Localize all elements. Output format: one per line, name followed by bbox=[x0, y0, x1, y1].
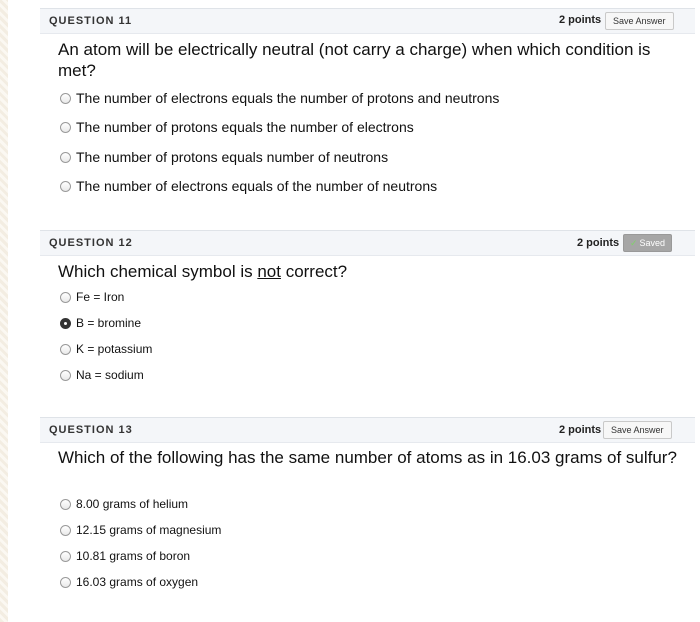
option-label: The number of electrons equals the number of protons and neutrons bbox=[76, 90, 500, 106]
radio-button[interactable] bbox=[60, 499, 71, 510]
saved-label: Saved bbox=[639, 238, 666, 248]
answer-option-selected[interactable] bbox=[60, 316, 141, 330]
answer-option[interactable] bbox=[60, 149, 388, 165]
saved-button[interactable] bbox=[623, 234, 672, 252]
question-12-text bbox=[58, 261, 678, 282]
checkmark-icon: ✓ bbox=[630, 238, 638, 248]
answer-option[interactable] bbox=[60, 119, 414, 135]
question-11-header bbox=[40, 8, 695, 34]
option-label: 10.81 grams of boron bbox=[76, 549, 191, 563]
option-label: K = potassium bbox=[76, 342, 153, 356]
question-11-text: An atom will be electrically neutral (not carry a charge) when which condition is met? bbox=[58, 40, 651, 80]
option-label: B = bromine bbox=[76, 316, 142, 330]
option-label: 12.15 grams of magnesium bbox=[76, 523, 222, 537]
radio-button[interactable] bbox=[60, 122, 71, 133]
option-label: 8.00 grams of helium bbox=[76, 497, 189, 511]
answer-option[interactable] bbox=[60, 497, 188, 511]
answer-option[interactable] bbox=[60, 368, 144, 382]
question-points: 2 points bbox=[577, 237, 620, 249]
question-12-header bbox=[40, 230, 695, 256]
option-label: Na = sodium bbox=[76, 368, 144, 382]
save-answer-button[interactable]: Save Answer bbox=[603, 421, 672, 439]
save-answer-button[interactable]: Save Answer bbox=[605, 12, 674, 30]
question-text-part: correct? bbox=[280, 262, 348, 281]
option-label: The number of electrons equals of the number of neutrons bbox=[76, 178, 438, 194]
option-label: The number of protons equals number of neutrons bbox=[76, 149, 389, 165]
radio-button[interactable] bbox=[60, 525, 71, 536]
option-label: 16.03 grams of oxygen bbox=[76, 575, 199, 589]
radio-button[interactable] bbox=[60, 292, 71, 303]
radio-button[interactable] bbox=[60, 551, 71, 562]
question-points: 2 points bbox=[559, 14, 602, 26]
option-label: Fe = Iron bbox=[76, 290, 125, 304]
radio-button[interactable] bbox=[60, 344, 71, 355]
answer-option[interactable] bbox=[60, 90, 499, 106]
answer-option[interactable] bbox=[60, 523, 221, 537]
question-text-part: Which chemical symbol is bbox=[58, 262, 258, 281]
answer-option[interactable] bbox=[60, 178, 437, 194]
question-emphasis: not bbox=[257, 262, 281, 281]
question-13-header bbox=[40, 417, 695, 443]
answer-option[interactable] bbox=[60, 575, 198, 589]
radio-button[interactable] bbox=[60, 152, 71, 163]
radio-button-selected[interactable] bbox=[60, 318, 71, 329]
radio-button[interactable] bbox=[60, 93, 71, 104]
option-label: The number of protons equals the number of electrons bbox=[76, 119, 414, 135]
answer-option[interactable] bbox=[60, 290, 124, 304]
question-number: QUESTION 11 bbox=[49, 15, 133, 27]
answer-option[interactable] bbox=[60, 342, 152, 356]
question-points: 2 points bbox=[559, 424, 602, 436]
answer-option[interactable] bbox=[60, 549, 190, 563]
question-13-text: Which of the following has the same number of atoms as in 16.03 grams of sulfur? bbox=[58, 448, 677, 467]
radio-button[interactable] bbox=[60, 181, 71, 192]
radio-button[interactable] bbox=[60, 577, 71, 588]
left-edge-decoration bbox=[0, 0, 8, 622]
radio-button[interactable] bbox=[60, 370, 71, 381]
question-number: QUESTION 12 bbox=[49, 237, 133, 249]
question-number: QUESTION 13 bbox=[49, 424, 133, 436]
